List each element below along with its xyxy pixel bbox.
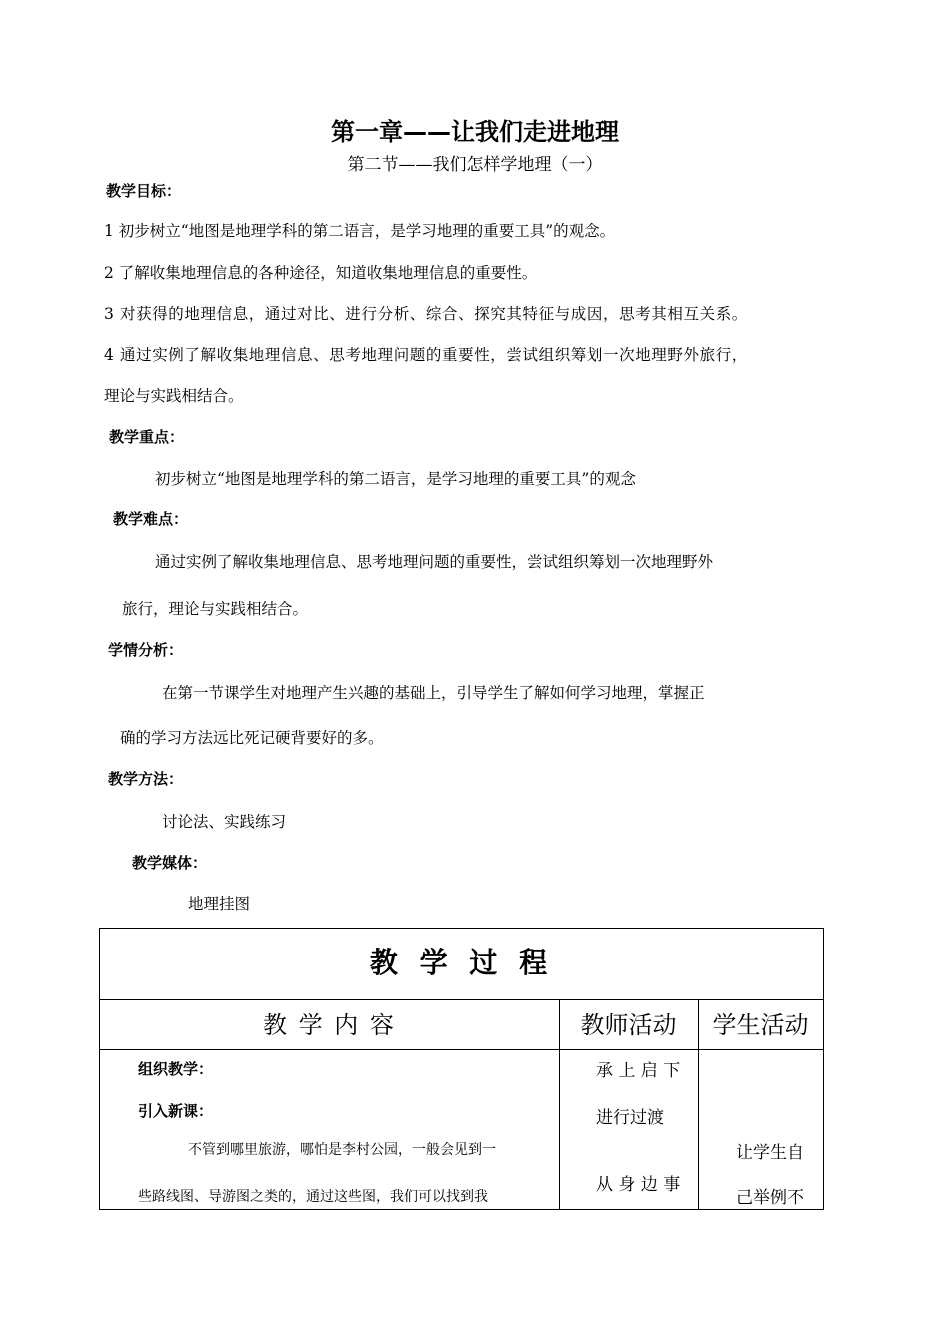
difficulties-heading: 教学难点： [113,510,189,528]
objective-item: 3 对获得的地理信息，通过对比、进行分析、综合、探究其特征与成因，思考其相互关系。 [104,305,748,323]
chapter-title: 第一章——让我们走进地理 [331,118,619,146]
objective-item: 理论与实践相结合。 [104,387,244,405]
difficulties-line: 旅行，理论与实践相结合。 [122,600,309,618]
analysis-line: 在第一节课学生对地理产生兴趣的基础上，引导学生了解如何学习地理，掌握正 [162,684,705,702]
key-points-heading: 教学重点： [109,428,185,446]
analysis-line: 确的学习方法远比死记硬背要好的多。 [120,729,384,747]
teacher-activity-line: 从 身 边 事 [596,1175,681,1195]
objective-item: 1 初步树立“地图是地理学科的第二语言，是学习地理的重要工具”的观念。 [104,222,616,240]
student-activity-line: 己举例不 [736,1188,804,1208]
analysis-heading: 学情分析： [108,641,184,659]
teacher-activity-line: 进行过渡 [596,1108,664,1128]
teacher-activity-line: 承 上 启 下 [596,1061,681,1081]
key-points-text: 初步树立“地图是地理学科的第二语言，是学习地理的重要工具”的观念 [155,470,636,488]
header-content: 教 学 内 容 [263,1011,396,1039]
header-student: 学生活动 [712,1011,809,1039]
media-heading: 教学媒体： [132,854,208,872]
methods-heading: 教学方法： [108,770,184,788]
content-line: 不管到哪里旅游，哪怕是李村公园，一般会见到一 [188,1142,496,1158]
difficulties-line: 通过实例了解收集地理信息、思考地理问题的重要性，尝试组织筹划一次地理野外 [155,553,714,571]
section-title: 第二节——我们怎样学地理（一） [347,155,603,175]
methods-text: 讨论法、实践练习 [162,813,287,831]
content-heading: 组织教学： [138,1060,214,1078]
table-divider [100,1049,823,1050]
objectives-heading: 教学目标： [106,182,182,200]
objective-item: 4 通过实例了解收集地理信息、思考地理问题的重要性，尝试组织筹划一次地理野外旅行， [104,346,748,364]
objective-item: 2 了解收集地理信息的各种途径，知道收集地理信息的重要性。 [104,264,538,282]
media-text: 地理挂图 [188,895,251,913]
content-line: 些路线图、导游图之类的，通过这些图，我们可以找到我 [138,1189,488,1205]
teaching-process-table [99,928,824,1210]
content-heading: 引入新课： [138,1102,214,1120]
table-divider [100,999,823,1000]
header-teacher: 教师活动 [580,1011,677,1039]
student-activity-line: 让学生自 [736,1143,804,1163]
table-title: 教 学 过 程 [369,946,554,979]
